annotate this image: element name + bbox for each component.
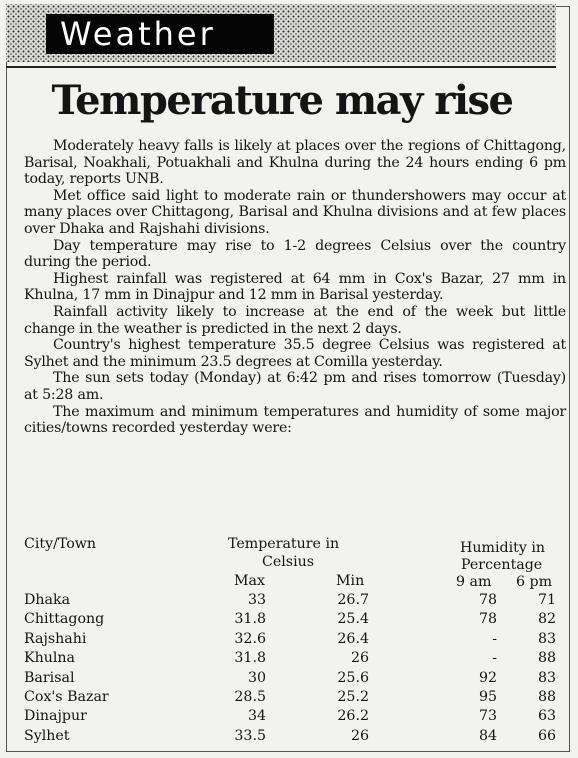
min-cell: 25.6 [337,669,369,686]
humidity-6pm-cell: 83 [537,630,556,647]
article-body [24,138,566,437]
max-cell: 30 [247,669,266,686]
humidity-6pm-cell: 82 [537,611,556,628]
paragraph: Country's highest temperature 35.5 degree Celsius was registered at Sylhet and the minimum 23.5 degrees at Comilla yesterday. [24,337,566,370]
max-column-header: Max [234,573,265,589]
humidity-6pm-cell: 88 [537,688,556,705]
humidity-6pm-cell: 63 [537,708,556,725]
humidity-header: Humidity in [460,540,546,556]
humidity-9am-cell: - [492,650,497,667]
humidity-6pm-cell: 66 [537,727,556,744]
city-cell: Chittagong [24,611,105,628]
paragraph: Met office said light to moderate rain or thundershowers may occur at many places over Chittagong, Barisal and Khulna divisions and at few places over Dhaka and Rajshahi divisions. [24,187,566,237]
table-row [24,592,564,611]
humidity-6pm-cell: 88 [537,650,556,667]
city-cell: Sylhet [24,727,70,744]
humidity-9am-cell: 84 [478,727,497,744]
humidity-9am-cell: - [492,630,497,647]
humidity-9am-cell: 78 [478,611,497,628]
humidity-9am-cell: 95 [478,688,497,705]
humidity-9am-cell: 73 [478,708,497,725]
header-rule [6,66,556,68]
paragraph: Moderately heavy falls is likely at places over the regions of Chittagong, Barisal, Noakhali, Potuakhali and Khulna during the 24 hours ending 6 pm today, reports UNB. [24,138,566,188]
city-cell: Barisal [24,669,75,686]
city-cell: Cox's Bazar [24,688,109,705]
table-row [24,708,564,727]
article-headline: Temperature may rise [51,77,513,124]
humidity-6pm-header: 6 pm [516,574,553,590]
max-cell: 33 [247,592,266,608]
min-cell: 26 [350,727,369,744]
max-cell: 31.8 [234,611,266,628]
paragraph: The maximum and minimum temperatures and humidity of some major cities/towns recorded yesterday were: [24,403,566,437]
city-cell: Rajshahi [24,630,87,647]
humidity-unit-header: Percentage [461,557,543,573]
paragraph: Day temperature may rise to 1-2 degrees Celsius over the country during the period. [24,237,566,271]
max-cell: 31.8 [234,650,266,667]
min-cell: 26 [350,650,369,667]
min-cell: 25.4 [337,611,369,628]
paragraph: Highest rainfall was registered at 64 mm in Cox's Bazar, 27 mm in Khulna, 17 mm in Dinajpur and 12 mm in Barisal yesterday. [24,270,566,304]
max-cell: 28.5 [234,688,266,705]
city-column-header: City/Town [24,536,97,552]
table-body [24,592,564,747]
humidity-9am-header: 9 am [456,574,492,590]
min-cell: 26.7 [337,592,369,608]
table-row [24,631,564,650]
max-cell: 34 [247,708,266,725]
section-banner [6,4,556,62]
temperature-header: Temperature in [228,536,340,552]
min-cell: 25.2 [337,688,369,705]
paragraph: The sun sets today (Monday) at 6:42 pm and rises tomorrow (Tuesday) at 5:28 am. [24,370,566,403]
max-cell: 33.5 [234,727,266,744]
humidity-6pm-cell: 83 [537,669,556,686]
table-row [24,728,564,747]
table-row [24,611,564,630]
table-row [24,689,564,708]
city-cell: Dhaka [24,592,71,608]
table-row [24,670,564,689]
humidity-9am-cell: 78 [478,592,497,608]
min-column-header: Min [336,573,365,589]
table-row [24,650,564,669]
paragraph: Rainfall activity likely to increase at the end of the week but little change in the weather is predicted in the next 2 days. [24,303,566,337]
max-cell: 32.6 [234,630,266,647]
humidity-6pm-cell: 71 [537,592,556,608]
city-cell: Khulna [24,650,76,667]
section-label: Weather [46,14,274,54]
humidity-9am-cell: 92 [478,669,497,686]
min-cell: 26.2 [337,708,369,725]
min-cell: 26.4 [337,630,369,647]
city-cell: Dinajpur [24,708,87,725]
temperature-unit-header: Celsius [262,554,315,570]
